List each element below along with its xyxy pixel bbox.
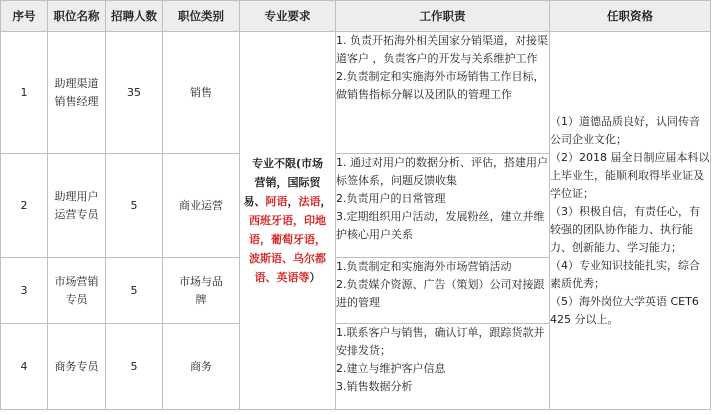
- qualifications: [550, 32, 711, 410]
- qualification-item: （2）2018 届全日制应届本科以上毕业生，能顺利取得毕业证及学位证；: [550, 150, 710, 200]
- qualification-item: （5）海外岗位大学英语 CET6 425 分以上。: [550, 294, 699, 326]
- job-duties: [336, 32, 550, 154]
- qualification-item: （1）道德品质良好，认同传音公司企业文化；: [550, 114, 700, 146]
- duty-item: 3.定期组织用户活动，发展粉丝，建立并维护核心用户关系: [336, 210, 545, 241]
- job-title: 商务专员: [48, 324, 106, 410]
- duty-item: 1.负责制定和实施海外市场营销活动: [336, 260, 512, 273]
- job-title: 助理渠道 销售经理: [48, 32, 106, 154]
- headcount: 35: [106, 32, 163, 154]
- row-no: 2: [1, 154, 48, 258]
- header-no: 序号: [1, 1, 48, 32]
- job-duties: [336, 258, 550, 324]
- header-category: 职位类别: [163, 1, 240, 32]
- job-category: 商业运营: [163, 154, 240, 258]
- qualification-item: （4）专业知识技能扎实，综合素质优秀；: [550, 258, 700, 290]
- duty-item: 2.负责用户的日常管理: [336, 192, 446, 205]
- duty-item: 3.销售数据分析: [336, 380, 413, 393]
- duty-item: 2.建立与维护客户信息: [336, 362, 446, 375]
- headcount: 5: [106, 154, 163, 258]
- job-category: 商务: [163, 324, 240, 410]
- job-duties: [336, 324, 550, 410]
- duty-item: 2.负责制定和实施海外市场销售工作目标，做销售指标分解以及团队的管理工作: [336, 70, 545, 101]
- header-title: 职位名称: [48, 1, 106, 32]
- headcount: 5: [106, 258, 163, 324]
- job-category: 销售: [163, 32, 240, 154]
- header-count: 招聘人数: [106, 1, 163, 32]
- header-qualifications: 任职资格: [550, 1, 711, 32]
- duty-item: 1.联系客户与销售，确认订单，跟踪货款并安排发货；: [336, 326, 545, 357]
- job-duties: [336, 154, 550, 258]
- major-requirement: 专业不限(市场 营销，国际贸 易、阿语，法语， 西班牙语，印地 语，葡萄牙语， 波斯语、乌尔都 语、英语等）: [240, 32, 336, 410]
- table-row: [1, 32, 711, 154]
- headcount: 5: [106, 324, 163, 410]
- header-row: [1, 1, 711, 32]
- job-title: 市场营销 专员: [48, 258, 106, 324]
- job-title: 助理用户 运营专员: [48, 154, 106, 258]
- row-no: 3: [1, 258, 48, 324]
- row-no: 4: [1, 324, 48, 410]
- duty-item: 2.负责媒介资源、广告（策划）公司对接跟进的管理: [336, 278, 545, 309]
- job-category: 市场与品 牌: [163, 258, 240, 324]
- row-no: 1: [1, 32, 48, 154]
- qualification-item: （3）积极自信，有责任心，有较强的团队协作能力、执行能力、创新能力、学习能力；: [550, 204, 700, 254]
- duty-item: 1. 通过对用户的数据分析、评估，搭建用户标签体系，问题反馈收集: [336, 156, 548, 187]
- header-duties: 工作职责: [336, 1, 550, 32]
- header-major: 专业要求: [240, 1, 336, 32]
- duty-item: 1. 负责开拓海外相关国家分销渠道，对接渠道客户 ，负责客户的开发与关系维护工作: [336, 34, 548, 65]
